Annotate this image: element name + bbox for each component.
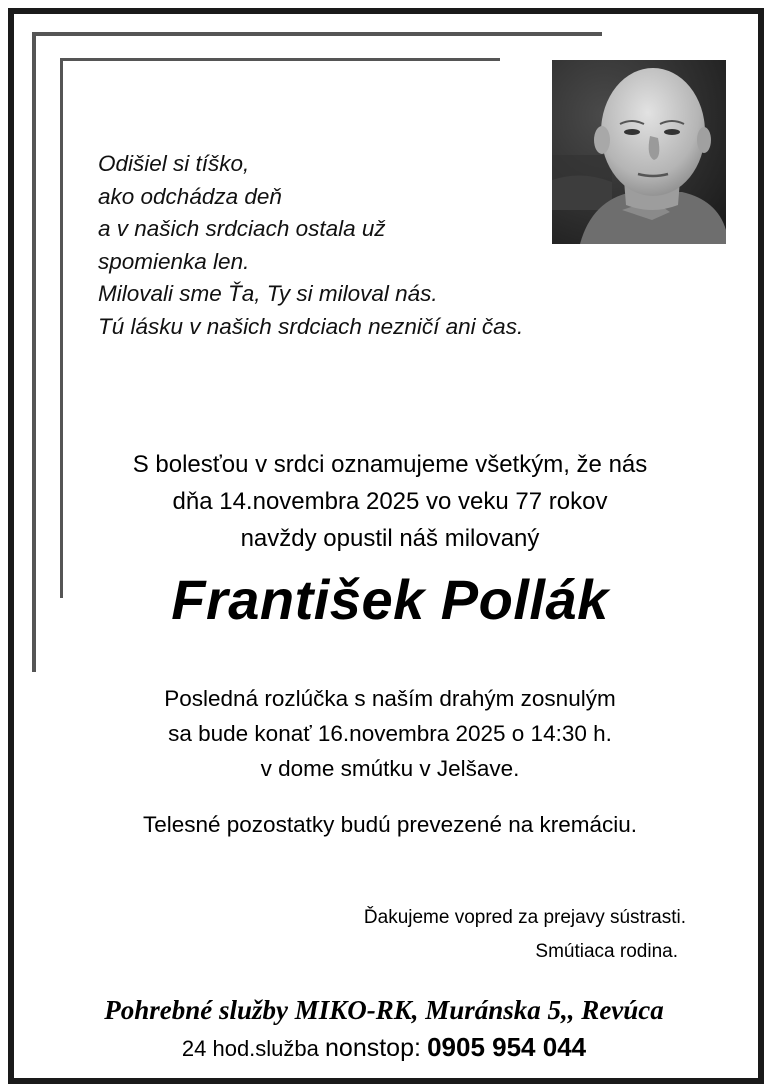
corner-line-left-outer [32,32,36,672]
announcement-line: dňa 14.novembra 2025 vo veku 77 rokov [172,488,608,515]
announcement [40,446,740,557]
farewell-details [40,681,740,786]
poem-line: Odišiel si tíško, [98,151,250,176]
poem [98,148,638,343]
poem-line: Tú lásku v našich srdciach nezničí ani čas. [98,313,524,339]
poem-line: a v našich srdciach ostala už [98,216,386,241]
service-hours-label: 24 hod.služba [181,1036,319,1061]
family-signature: Smútiaca rodina. [535,941,678,962]
announcement-line: S bolesťou v srdci oznamujeme všetkým, že nás [132,451,648,478]
corner-line-top-inner [60,58,500,61]
thanks-block [364,901,686,969]
deceased-name: František Pollák [171,568,609,631]
nonstop-label: nonstop: [325,1034,421,1062]
farewell-line: sa bude konať 16.novembra 2025 o 14:30 h. [168,721,612,746]
announcement-line: navždy opustil náš milovaný [240,525,540,552]
remains-note: Telesné pozostatky budú prevezené na kremáciu. [142,812,638,837]
thanks-line: Ďakujeme vopred za prejavy sústrasti. [363,907,686,928]
funeral-service-contact [0,1029,768,1067]
phone-number[interactable]: 0905 954 044 [427,1032,587,1062]
corner-line-top-outer [32,32,602,36]
poem-line: ako odchádza deň [98,183,282,209]
poem-line: spomienka len. [98,248,250,274]
farewell-line: v dome smútku v Jelšave. [260,756,520,781]
poem-line: Milovali sme Ťa, Ty si miloval nás. [98,281,438,306]
funeral-service-company: Pohrebné služby MIKO-RK, Muránska 5,, Revúca [104,995,664,1025]
farewell-line: Posledná rozlúčka s naším drahým zosnulým [164,686,616,711]
